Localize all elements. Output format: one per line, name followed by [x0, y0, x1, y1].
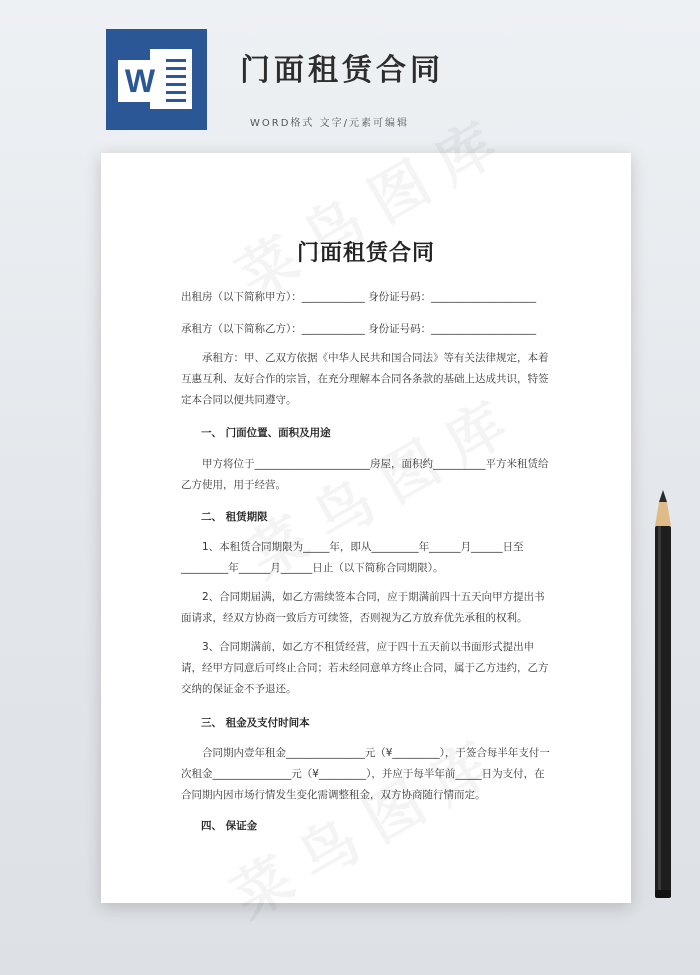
party-b-line: 承租方（以下简称乙方）：____________ 身份证号码：____________________	[181, 323, 537, 335]
section-2-clause-1: 1、本租赁合同期限为_____年，即从_________年______月______日至_________年______月______日止（以下简称合同期限）。	[181, 541, 524, 574]
section-1-body: 甲方将位于______________________房屋，面积约__________平方米租赁给乙方使用，用于经营。	[181, 458, 549, 491]
section-2-clause-2: 2、合同期届满，如乙方需续签本合同，应于期满前四十五天向甲方提出书面请求，经双方协商一致后方可续签，否则视为乙方放弃优先承租的权利。	[181, 591, 545, 624]
header-subtitle: WORD格式 文字/元素可编辑	[250, 118, 409, 129]
intro-paragraph: 承租方：甲、乙双方依据《中华人民共和国合同法》等有关法律规定，本着互惠互利、友好合作的宗旨，在充分理解本合同各条款的基础上达成共识，特签定本合同以便共同遵守。	[181, 352, 549, 406]
word-app-icon	[106, 29, 207, 130]
word-letter-icon: W	[118, 60, 162, 102]
party-a-line: 出租房（以下简称甲方）：____________ 身份证号码：____________________	[181, 291, 537, 303]
section-2-heading: 二、 租赁期限	[201, 511, 268, 523]
section-2-clause-3: 3、合同期满前，如乙方不租赁经营，应于四十五天前以书面形式提出申请，经甲方同意后可终止合同；若未经同意单方终止合同，属于乙方违约，乙方交纳的保证金不予退还。	[181, 641, 549, 695]
section-1-heading: 一、 门面位置、面积及用途	[201, 427, 331, 439]
section-4-heading: 四、 保证金	[201, 820, 258, 832]
pencil-icon	[652, 490, 674, 902]
header-title: 门面租赁合同	[240, 53, 444, 88]
section-3-body: 合同期内壹年租金_______________元（¥_________），于签合每半年支付一次租金_______________元（¥_________），并应于每半年前_____日为支付，在合同期内因市场行情发生变化需调整租金，双方协商随行情而定。	[181, 747, 550, 801]
document-title: 门面租赁合同	[296, 241, 435, 266]
section-3-heading: 三、 租金及支付时间本	[201, 717, 310, 729]
document-page	[101, 153, 631, 903]
